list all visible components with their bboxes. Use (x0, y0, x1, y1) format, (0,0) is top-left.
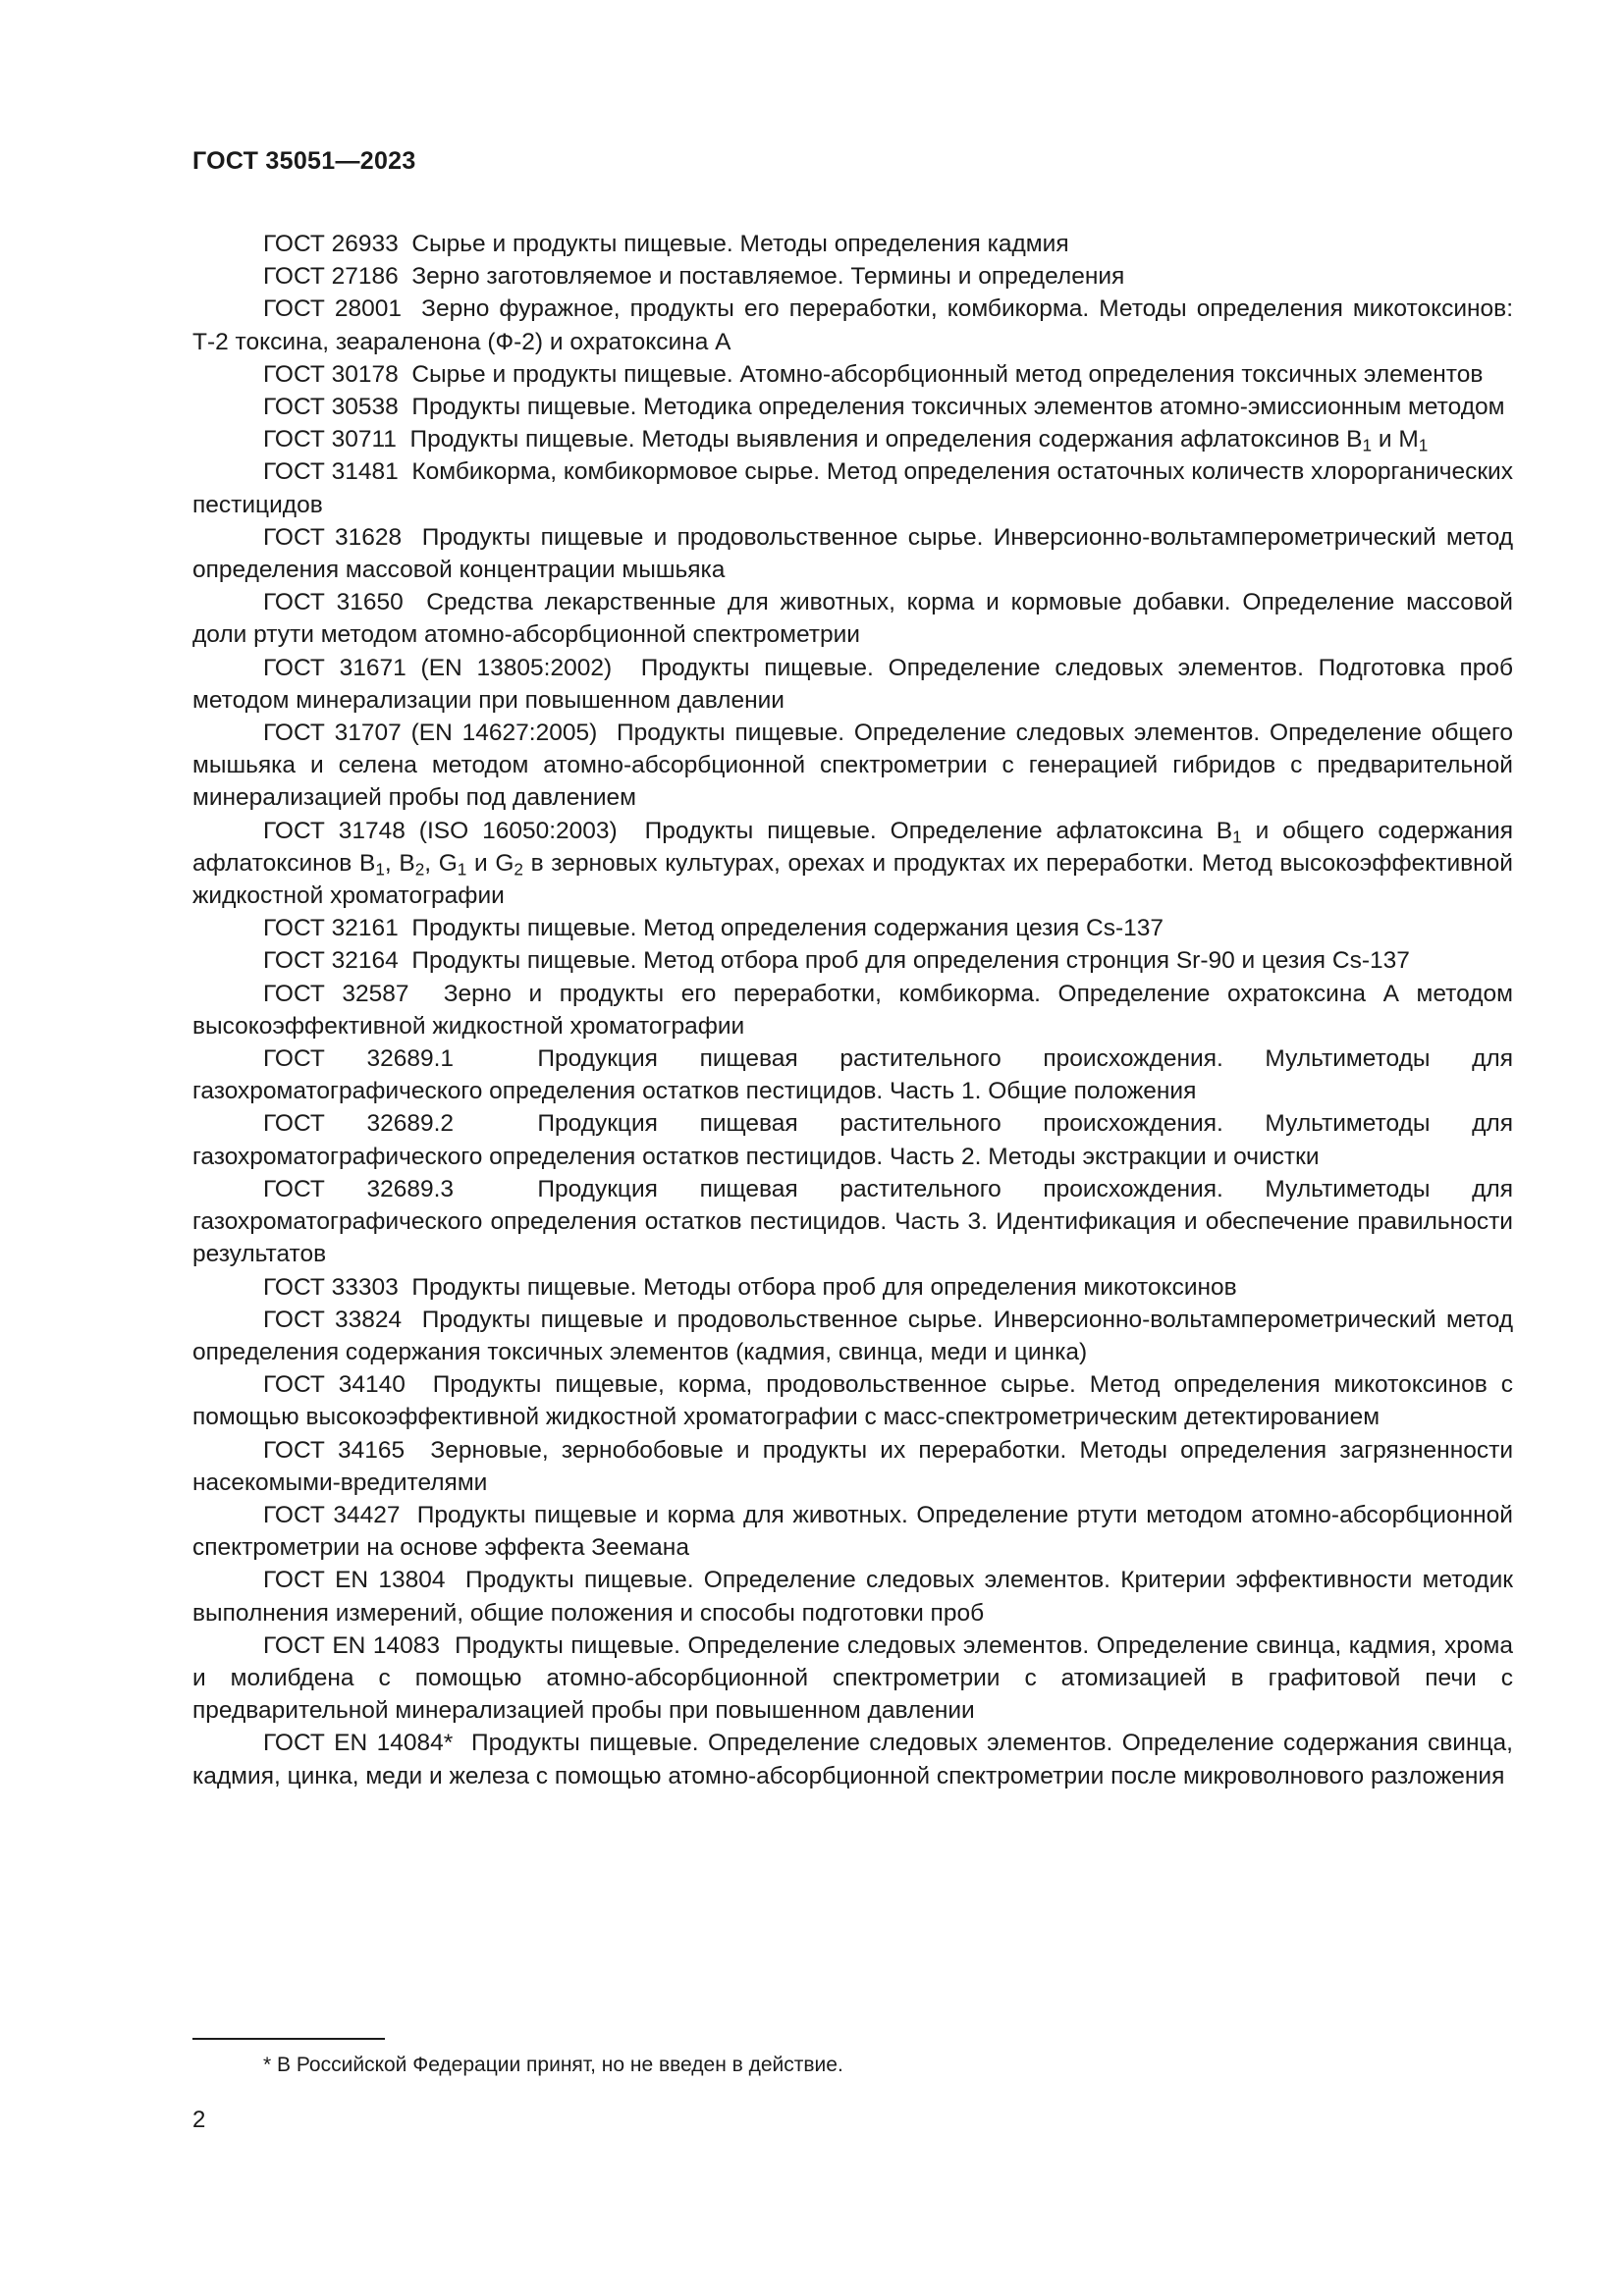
reference-code: ГОСТ 31748 (ISO 16050:2003) (263, 817, 618, 844)
reference-title: Продукты пищевые. Метод отбора проб для определения стронция Sr-90 и цезия Cs-137 (411, 947, 1410, 975)
reference-item (192, 1304, 1513, 1368)
reference-item (192, 358, 1513, 391)
reference-code: ГОСТ 30178 (263, 360, 399, 388)
reference-title: Продукты пищевые. Метод определения содержания цезия Cs-137 (411, 915, 1164, 942)
reference-item (192, 228, 1513, 260)
subscript: 1 (1362, 435, 1373, 455)
subscript: 1 (1232, 826, 1242, 846)
reference-title: Продукты пищевые. Определение следовых элементов. Критерии эффективности методик выполнения измерений, общие положения и способы подготовки проб (192, 1567, 1513, 1627)
reference-title: Продукция пищевая растительного происхождения. Мультиметоды для газохроматографического определения остатков пестицидов. Часть 3. Идентификация и обеспечение правильности результатов (192, 1175, 1513, 1268)
reference-code: ГОСТ 33824 (263, 1306, 403, 1333)
reference-item (192, 455, 1513, 520)
reference-code: ГОСТ 31671 (EN 13805:2002) (263, 654, 613, 681)
reference-title: Продукты пищевые и продовольственное сырье. Инверсионно-вольтамперометрический метод определения массовой концентрации мышьяка (192, 523, 1513, 584)
reference-code: ГОСТ 31628 (263, 523, 403, 551)
reference-title-part: , В (384, 849, 415, 877)
reference-code: ГОСТ 34140 (263, 1371, 406, 1399)
reference-title: Продукты пищевые. Определение следовых элементов. Подготовка проб методом минерализации при повышенном давлении (192, 654, 1513, 714)
reference-item (192, 1107, 1513, 1172)
reference-item (192, 1564, 1513, 1629)
reference-item (192, 391, 1513, 423)
reference-title: Продукты пищевые, корма, продовольственное сырье. Метод определения микотоксинов с помощью высокоэффективной жидкостной хроматографии с масс-спектрометрическим детектированием (192, 1371, 1513, 1431)
reference-title: Продукция пищевая растительного происхождения. Мультиметоды для газохроматографического определения остатков пестицидов. Часть 1. Общие положения (192, 1045, 1513, 1105)
reference-title: Продукты пищевые. Определение следовых элементов. Определение содержания свинца, кадмия, цинка, меди и железа с помощью атомно-абсорбционной спектрометрии после микроволнового разложения (192, 1730, 1513, 1789)
reference-code: ГОСТ 28001 (263, 295, 402, 323)
reference-code: ГОСТ 32689.1 (263, 1045, 455, 1073)
reference-item (192, 815, 1513, 913)
reference-title: Продукты пищевые. Методика определения токсичных элементов атомно-эмиссионным методом (411, 394, 1505, 421)
reference-title-part: в зерновых культурах, орехах и продуктах их переработки. Метод высокоэффективной жидкостной хроматографии (192, 849, 1513, 910)
reference-item (192, 717, 1513, 815)
reference-code: ГОСТ EN 14083 (263, 1631, 441, 1659)
reference-code: ГОСТ 34427 (263, 1501, 401, 1528)
subscript: 1 (457, 859, 467, 880)
normative-references-list (192, 228, 1513, 1792)
reference-item (192, 260, 1513, 293)
reference-code: ГОСТ 26933 (263, 231, 399, 257)
reference-item (192, 652, 1513, 717)
reference-item (192, 1368, 1513, 1433)
reference-item (192, 586, 1513, 651)
reference-item (192, 293, 1513, 357)
subscript: 1 (1418, 435, 1429, 455)
subscript: 1 (375, 859, 385, 880)
document-header: ГОСТ 35051—2023 (192, 147, 416, 175)
reference-code: ГОСТ 34165 (263, 1436, 406, 1464)
reference-code: ГОСТ EN 14084* (263, 1730, 454, 1757)
reference-title-part: и общего содержания афлатоксинов В (192, 817, 1513, 877)
reference-item (192, 1042, 1513, 1107)
reference-item (192, 944, 1513, 977)
reference-code: ГОСТ 32161 (263, 915, 399, 942)
reference-title: Сырье и продукты пищевые. Атомно-абсорбционный метод определения токсичных элементов (411, 360, 1484, 388)
reference-title: Продукция пищевая растительного происхождения. Мультиметоды для газохроматографического определения остатков пестицидов. Часть 2. Методы экстракции и очистки (192, 1110, 1513, 1170)
reference-code: ГОСТ EN 13804 (263, 1567, 446, 1594)
reference-item (192, 1173, 1513, 1271)
subscript: 2 (514, 859, 523, 880)
footnote-divider (192, 2038, 385, 2040)
reference-title: Продукты пищевые и корма для животных. Определение ртути методом атомно-абсорбционной спектрометрии на основе эффекта Зеемана (192, 1501, 1513, 1562)
reference-title: Продукты пищевые. Методы отбора проб для определения микотоксинов (411, 1273, 1237, 1301)
reference-item (192, 1434, 1513, 1499)
reference-title: Продукты пищевые. Методы выявления и определения содержания афлатоксинов В (409, 426, 1363, 454)
reference-item (192, 1629, 1513, 1728)
reference-item (192, 521, 1513, 586)
page-number: 2 (192, 2107, 206, 2133)
reference-title: Комбикорма, комбикормовое сырье. Метод определения остаточных количеств хлорорганических пестицидов (192, 458, 1513, 518)
reference-item (192, 978, 1513, 1042)
reference-item (192, 423, 1513, 455)
reference-title-part: Продукты пищевые. Определение афлатоксина В (644, 817, 1233, 844)
reference-title-part: и G (466, 849, 514, 877)
reference-title-part: , G (424, 849, 458, 877)
reference-code: ГОСТ 31481 (263, 458, 399, 486)
reference-title: Продукты пищевые. Определение следовых элементов. Определение свинца, кадмия, хрома и молибдена с помощью атомно-абсорбционной спектрометрии с атомизацией в графитовой печи с предварительной минерализацией пробы при повышенном давлении (192, 1631, 1513, 1725)
footnote: * В Российской Федерации принят, но не введен в действие. (263, 2054, 843, 2076)
reference-code: ГОСТ 32689.2 (263, 1110, 455, 1138)
reference-title: Зерновые, зернобобовые и продукты их переработки. Методы определения загрязненности насекомыми-вредителями (192, 1436, 1514, 1496)
reference-code: ГОСТ 30538 (263, 394, 399, 421)
reference-item (192, 1271, 1513, 1304)
reference-code: ГОСТ 32689.3 (263, 1175, 455, 1202)
reference-item (192, 912, 1513, 944)
reference-title: Зерно заготовляемое и поставляемое. Термины и определения (411, 263, 1125, 291)
reference-code: ГОСТ 32164 (263, 947, 399, 975)
reference-title: Продукты пищевые и продовольственное сырье. Инверсионно-вольтамперометрический метод определения содержания токсичных элементов (кадмия, свинца, меди и цинка) (192, 1306, 1513, 1365)
reference-title: Продукты пищевые. Определение следовых элементов. Определение общего мышьяка и селена методом атомно-абсорбционной спектрометрии с генерацией гибридов с предварительной минерализацией пробы под давлением (192, 720, 1513, 812)
reference-code: ГОСТ 31707 (EN 14627:2005) (263, 720, 598, 747)
reference-code: ГОСТ 30711 (263, 426, 397, 454)
reference-item (192, 1499, 1513, 1564)
reference-code: ГОСТ 27186 (263, 263, 399, 291)
reference-code: ГОСТ 32587 (263, 980, 409, 1007)
reference-item (192, 1727, 1513, 1791)
reference-title: Сырье и продукты пищевые. Методы определения кадмия (411, 231, 1069, 257)
reference-code: ГОСТ 31650 (263, 589, 404, 616)
reference-title: Средства лекарственные для животных, корма и кормовые добавки. Определение массовой доли ртути методом атомно-абсорбционной спектрометрии (192, 589, 1513, 649)
reference-title-part: и М (1372, 426, 1419, 454)
reference-title: Зерно фуражное, продукты его переработки, комбикорма. Методы определения микотоксинов: Т-2 токсина, зеараленона (Ф-2) и охратоксина А (192, 295, 1513, 355)
reference-title: Зерно и продукты его переработки, комбикорма. Определение охратоксина А методом высокоэффективной жидкостной хроматографии (192, 980, 1513, 1040)
reference-code: ГОСТ 33303 (263, 1273, 399, 1301)
subscript: 2 (414, 859, 425, 880)
